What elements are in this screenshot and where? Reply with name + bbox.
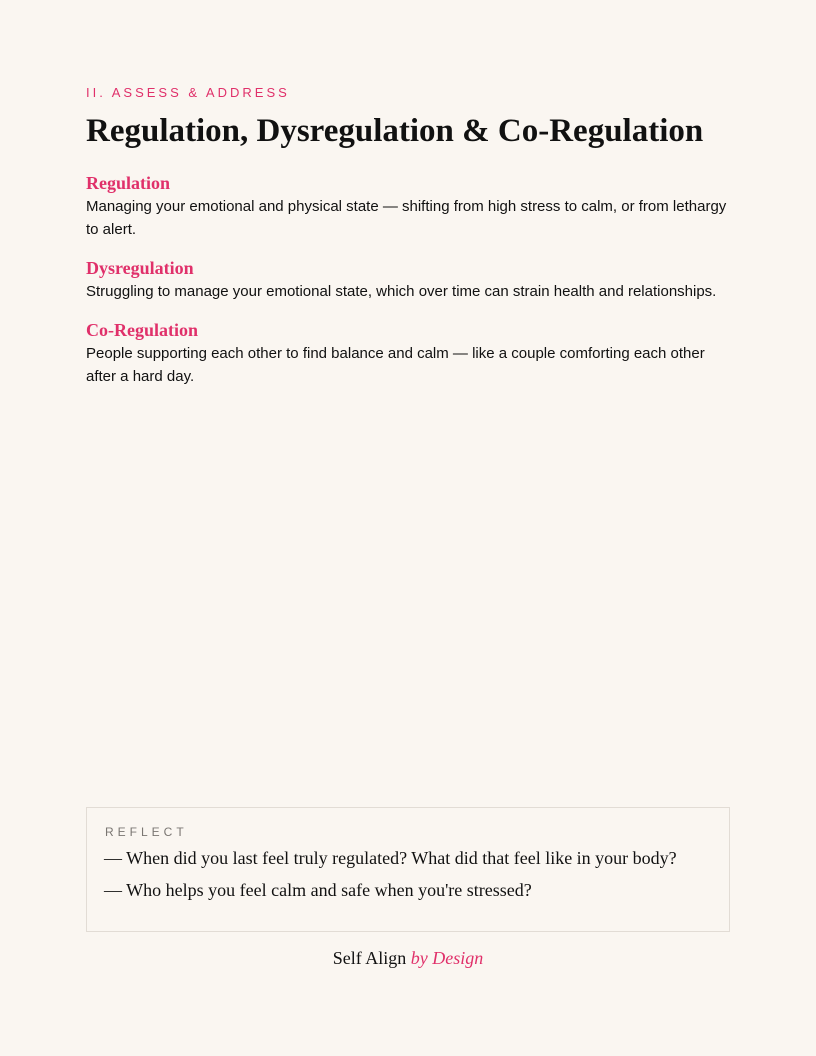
term-name: Regulation	[86, 173, 171, 193]
term-definition: Struggling to manage your emotional state, which over time can strain health and relationships.	[86, 283, 717, 300]
term-name: Co-Regulation	[86, 320, 198, 340]
term-dysregulation	[86, 256, 730, 303]
term-definition: People supporting each other to find balance and calm — like a couple comforting each other after a hard day.	[86, 345, 705, 385]
term-name: Dysregulation	[86, 258, 194, 278]
section-label: II. ASSESS & ADDRESS	[86, 85, 290, 100]
reflect-question: — Who helps you feel calm and safe when you're stressed?	[104, 880, 532, 900]
term-regulation	[86, 171, 730, 241]
reflect-question: — When did you last feel truly regulated? What did that feel like in your body?	[104, 848, 677, 868]
footer-brand	[86, 946, 730, 970]
term-list	[86, 171, 730, 403]
footer-brand-name: Self Align	[332, 948, 407, 968]
page	[86, 0, 730, 1056]
term-co-regulation	[86, 318, 730, 388]
reflect-label: REFLECT	[105, 825, 188, 839]
term-definition: Managing your emotional and physical state — shifting from high stress to calm, or from lethargy to alert.	[86, 198, 727, 238]
footer-brand-accent: by Design	[410, 948, 484, 968]
page-title: Regulation, Dysregulation & Co-Regulation	[86, 113, 704, 149]
